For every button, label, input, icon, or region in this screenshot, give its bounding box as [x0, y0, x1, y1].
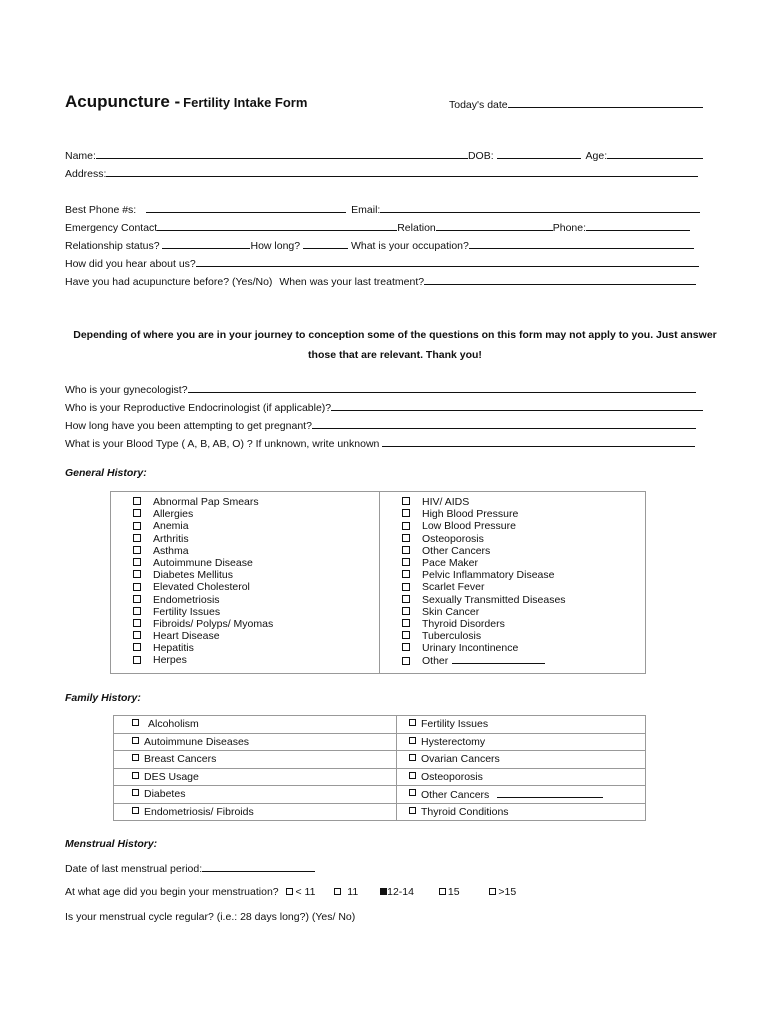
gynecologist-input[interactable] [188, 383, 696, 393]
other-cancers-input[interactable] [497, 788, 603, 798]
checkbox-icon[interactable] [133, 497, 141, 505]
age-label: Age: [585, 150, 608, 162]
general-history-item[interactable]: Asthma [133, 545, 379, 557]
table-row [114, 786, 646, 804]
family-history-item[interactable]: Autoimmune Diseases [114, 733, 397, 751]
checkbox-icon[interactable] [402, 607, 410, 615]
family-history-item[interactable]: Thyroid Conditions [397, 803, 646, 821]
blood-type-row [65, 437, 695, 450]
email-label: Email: [351, 204, 381, 216]
family-history-item[interactable]: Diabetes [114, 786, 397, 804]
checkbox-icon[interactable] [402, 570, 410, 578]
phone2-label: Phone: [552, 222, 587, 234]
name-label: Name: [65, 150, 96, 162]
general-history-item[interactable]: Endometriosis [133, 594, 379, 606]
last-period-row [65, 862, 315, 875]
general-history-heading: General History: [65, 467, 147, 479]
relation-input[interactable] [436, 221, 553, 231]
checkbox-icon[interactable] [402, 619, 410, 627]
general-history-item[interactable]: Other [402, 654, 645, 666]
checkbox-icon[interactable] [409, 807, 416, 814]
dob-label: DOB: [467, 150, 494, 162]
checkbox-icon[interactable] [133, 546, 141, 554]
checkbox-icon[interactable] [334, 888, 341, 895]
endocrinologist-row [65, 401, 703, 414]
general-history-item[interactable]: Tuberculosis [402, 630, 645, 642]
checkbox-icon[interactable] [409, 789, 416, 796]
general-history-item[interactable]: Allergies [133, 508, 379, 520]
checkbox-icon[interactable] [133, 509, 141, 517]
occupation-label: What is your occupation? [350, 240, 469, 252]
checkbox-icon[interactable] [132, 754, 139, 761]
address-row [65, 167, 698, 180]
table-row [114, 733, 646, 751]
family-history-item[interactable]: DES Usage [114, 768, 397, 786]
relationship-label: Relationship status? [65, 240, 160, 252]
general-history-item[interactable]: Low Blood Pressure [402, 520, 645, 532]
name-input[interactable] [96, 149, 468, 159]
age-option-lt11[interactable]: < 11 [286, 886, 316, 898]
family-history-item[interactable]: Osteoporosis [397, 768, 646, 786]
general-history-item[interactable]: Skin Cancer [402, 606, 645, 618]
dob-input[interactable] [497, 149, 581, 159]
age-option-15[interactable]: 15 [439, 886, 460, 898]
general-history-item[interactable]: High Blood Pressure [402, 508, 645, 520]
checkbox-icon[interactable] [439, 888, 446, 895]
general-history-item[interactable]: Autoimmune Disease [133, 557, 379, 569]
general-history-item[interactable]: Sexually Transmitted Diseases [402, 594, 645, 606]
general-history-item[interactable]: Fertility Issues [133, 606, 379, 618]
checkbox-icon[interactable] [133, 607, 141, 615]
regular-cycle-row [65, 911, 355, 923]
family-history-item[interactable]: Ovarian Cancers [397, 751, 646, 769]
checkbox-icon[interactable] [402, 522, 410, 530]
blood-type-label: What is your Blood Type ( A, B, AB, O) ? If unknown, write unknown [65, 438, 380, 450]
general-history-item[interactable]: Other Cancers [402, 545, 645, 557]
gynecologist-label: Who is your gynecologist? [65, 384, 188, 396]
relationship-row [65, 239, 694, 252]
relationship-input[interactable] [162, 239, 250, 249]
family-history-item[interactable]: Fertility Issues [397, 716, 646, 734]
age-began-row [65, 886, 516, 898]
checkbox-icon[interactable] [402, 558, 410, 566]
last-period-label: Date of last menstrual period: [65, 863, 203, 875]
checkbox-icon[interactable] [133, 522, 141, 530]
emergency-label: Emergency Contact [65, 222, 158, 234]
general-history-item[interactable]: Diabetes Mellitus [133, 569, 379, 581]
checkbox-icon[interactable] [132, 789, 139, 796]
checkbox-icon[interactable] [133, 558, 141, 566]
checkbox-icon[interactable] [133, 534, 141, 542]
checkbox-icon[interactable] [133, 643, 141, 651]
table-row [114, 751, 646, 769]
general-history-item[interactable]: Hepatitis [133, 642, 379, 654]
checkbox-icon[interactable] [132, 772, 139, 779]
how-long-input[interactable] [303, 239, 348, 249]
phone2-input[interactable] [586, 221, 690, 231]
phone-input[interactable] [146, 203, 346, 213]
occupation-input[interactable] [469, 239, 694, 249]
family-history-item[interactable]: Other Cancers [397, 786, 646, 804]
last-period-input[interactable] [202, 862, 315, 872]
checkbox-icon[interactable] [409, 719, 416, 726]
checkbox-icon[interactable] [409, 754, 416, 761]
general-history-item[interactable]: Thyroid Disorders [402, 618, 645, 630]
general-history-item[interactable]: HIV/ AIDS [402, 496, 645, 508]
endocrinologist-label: Who is your Reproductive Endocrinologist (if applicable)? [65, 402, 332, 414]
emergency-row [65, 221, 690, 234]
general-history-left-column [111, 492, 380, 674]
phone-label: Best Phone #s: [65, 204, 137, 216]
age-option-gt15[interactable]: >15 [489, 886, 517, 898]
family-history-table [113, 715, 646, 821]
checkbox-icon[interactable] [286, 888, 293, 895]
age-option-12-14[interactable]: 12-14 [380, 886, 414, 898]
attempting-input[interactable] [312, 419, 696, 429]
family-history-item[interactable]: Alcoholism [114, 716, 397, 734]
general-history-item[interactable]: Elevated Cholesterol [133, 581, 379, 593]
general-history-item[interactable]: Anemia [133, 520, 379, 532]
todays-date-field [449, 98, 703, 111]
general-history-item[interactable]: Pelvic Inflammatory Disease [402, 569, 645, 581]
checkbox-icon[interactable] [133, 595, 141, 603]
hear-input[interactable] [196, 257, 699, 267]
address-input[interactable] [106, 167, 698, 177]
last-treatment-input[interactable] [424, 275, 696, 285]
checkbox-icon[interactable] [132, 737, 139, 744]
checkbox-icon[interactable] [402, 595, 410, 603]
checkbox-icon[interactable] [133, 583, 141, 591]
acupuncture-row [65, 275, 696, 288]
phone-email-row [65, 203, 700, 216]
checkbox-icon[interactable] [402, 643, 410, 651]
table-row [114, 768, 646, 786]
general-history-item[interactable]: Osteoporosis [402, 533, 645, 545]
todays-date-label: Today's date [449, 99, 508, 111]
family-history-item[interactable]: Hysterectomy [397, 733, 646, 751]
checkbox-icon[interactable] [133, 570, 141, 578]
attempting-row [65, 419, 696, 432]
general-history-item[interactable]: Fibroids/ Polyps/ Myomas [133, 618, 379, 630]
endocrinologist-input[interactable] [331, 401, 703, 411]
hear-label: How did you hear about us? [65, 258, 196, 270]
general-history-right-column [380, 492, 646, 674]
family-history-item[interactable]: Endometriosis/ Fibroids [114, 803, 397, 821]
relation-label: Relation [397, 222, 436, 234]
how-long-label: How long? [250, 240, 301, 252]
checkbox-icon[interactable] [133, 619, 141, 627]
hear-row [65, 257, 699, 270]
general-history-item[interactable]: Arthritis [133, 533, 379, 545]
general-history-item[interactable]: Herpes [133, 654, 379, 666]
notice-text: Depending of where you are in your journey to conception some of the questions on this form may not apply to you. Just answer those that are relevant. Thank you! [73, 329, 717, 361]
age-input[interactable] [607, 149, 703, 159]
general-history-item[interactable]: Heart Disease [133, 630, 379, 642]
general-history-item[interactable]: Scarlet Fever [402, 581, 645, 593]
last-treatment-label: When was your last treatment? [279, 276, 425, 288]
form-title [65, 92, 307, 112]
attempting-label: How long have you been attempting to get pregnant? [65, 420, 312, 432]
checkbox-icon[interactable] [402, 631, 410, 639]
checkbox-icon[interactable] [133, 631, 141, 639]
blood-type-input[interactable] [382, 437, 695, 447]
todays-date-input[interactable] [508, 98, 703, 108]
menstrual-history-heading: Menstrual History: [65, 838, 158, 850]
checkbox-icon[interactable] [402, 583, 410, 591]
checkbox-icon[interactable] [402, 657, 410, 665]
checkbox-icon[interactable] [402, 509, 410, 517]
address-label: Address: [65, 168, 107, 180]
checkbox-icon[interactable] [402, 534, 410, 542]
regular-cycle-label: Is your menstrual cycle regular? (i.e.: 28 days long?) (Yes/ No) [65, 911, 356, 923]
checkbox-icon[interactable] [132, 807, 139, 814]
general-history-item[interactable]: Urinary Incontinence [402, 642, 645, 654]
table-row [114, 716, 646, 734]
checkbox-icon[interactable] [402, 497, 410, 505]
gynecologist-row [65, 383, 696, 396]
general-history-table [110, 491, 646, 674]
checkbox-icon[interactable] [409, 737, 416, 744]
general-history-item[interactable]: Pace Maker [402, 557, 645, 569]
name-row [65, 149, 703, 162]
acupuncture-before-label: Have you had acupuncture before? (Yes/No) [65, 276, 273, 288]
checkbox-icon[interactable] [409, 772, 416, 779]
checkbox-icon[interactable] [133, 656, 141, 664]
checked-checkbox-icon[interactable] [380, 888, 387, 895]
family-history-heading: Family History: [65, 692, 141, 704]
title-main: Acupuncture - [65, 92, 181, 111]
email-input[interactable] [380, 203, 700, 213]
age-option-11[interactable]: 11 [334, 886, 358, 898]
family-history-item[interactable]: Breast Cancers [114, 751, 397, 769]
checkbox-icon[interactable] [132, 719, 139, 726]
other-input[interactable] [452, 654, 545, 664]
emergency-input[interactable] [157, 221, 397, 231]
title-subtitle: Fertility Intake Form [183, 95, 308, 110]
age-began-label: At what age did you begin your menstruation? [65, 886, 279, 898]
general-history-item[interactable]: Abnormal Pap Smears [133, 496, 379, 508]
checkbox-icon[interactable] [489, 888, 496, 895]
table-row [114, 803, 646, 821]
checkbox-icon[interactable] [402, 546, 410, 554]
